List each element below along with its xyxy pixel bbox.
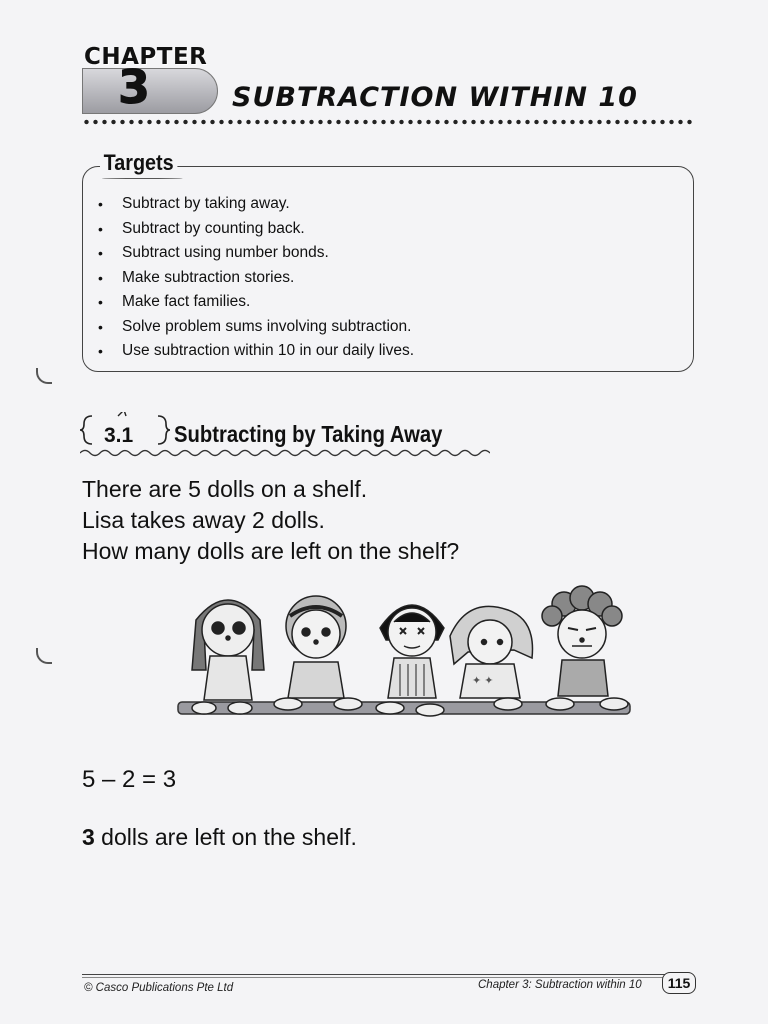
story-line: How many dolls are left on the shelf? [82, 538, 460, 564]
story-line: Lisa takes away 2 dolls. [82, 507, 325, 533]
doll-5 [542, 586, 628, 710]
subtraction-equation: 5 – 2 = 3 [82, 766, 177, 793]
target-item: • Subtract using number bonds. [96, 241, 414, 266]
targets-heading: Targets [100, 150, 177, 176]
binder-hole-mark [36, 648, 52, 664]
chapter-label: CHAPTER [84, 44, 208, 70]
footer-chapter-label: Chapter 3: Subtraction within 10 [478, 979, 642, 991]
chapter-title: SUBTRACTION WITHIN 10 [232, 82, 638, 113]
chapter-number: 3 [118, 60, 151, 114]
footer-rule [82, 974, 672, 975]
section-number: 3.1 [104, 424, 134, 447]
answer-text: dolls are left on the shelf. [94, 824, 357, 850]
dotted-divider [82, 118, 694, 126]
target-item: • Make subtraction stories. [96, 266, 414, 291]
target-item: • Subtract by taking away. [96, 192, 414, 217]
target-item: • Solve problem sums involving subtraction. [96, 315, 414, 340]
svg-text:✦ ✦: ✦ ✦ [472, 675, 494, 687]
answer-number: 3 [82, 824, 95, 850]
footer-rule [82, 977, 672, 978]
answer-sentence [82, 824, 357, 851]
target-item: • Make fact families. [96, 290, 414, 315]
wavy-underline [80, 448, 490, 458]
targets-list [96, 192, 414, 364]
doll-1 [192, 600, 264, 714]
doll-3 [376, 605, 444, 716]
target-item: • Subtract by counting back. [96, 217, 414, 242]
doll-4 [450, 606, 533, 710]
page-number: 115 [662, 972, 696, 994]
section-title: Subtracting by Taking Away [174, 421, 443, 447]
dolls-on-shelf-illustration [168, 580, 634, 725]
word-problem [82, 474, 459, 567]
binder-hole-mark [36, 368, 52, 384]
doll-2 [274, 596, 362, 710]
target-item: • Use subtraction within 10 in our daily lives. [96, 339, 414, 364]
copyright-text: © Casco Publications Pte Ltd [84, 982, 234, 994]
story-line: There are 5 dolls on a shelf. [82, 476, 368, 502]
